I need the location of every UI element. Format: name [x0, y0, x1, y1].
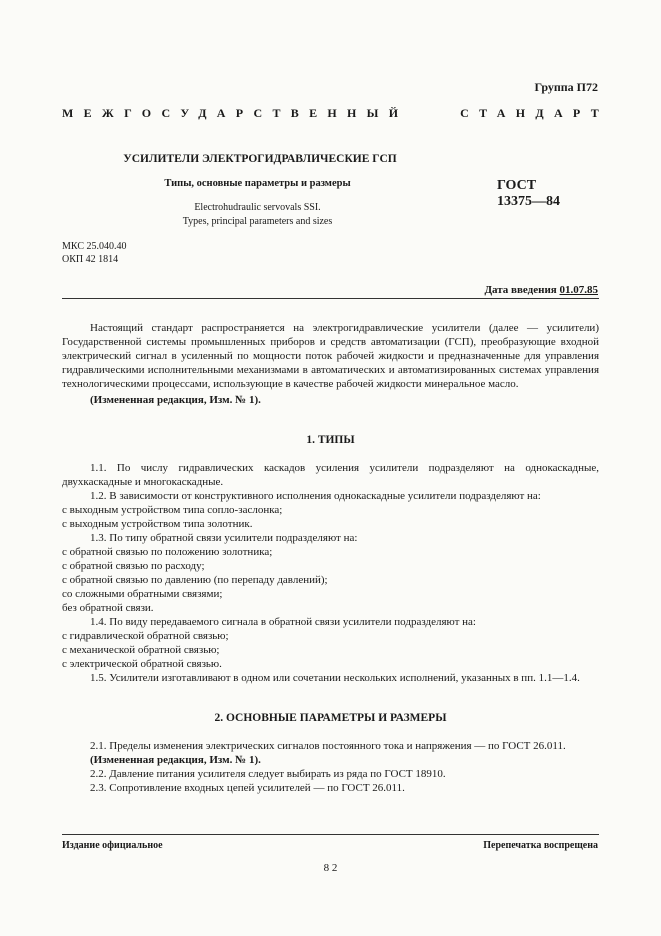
- list-item: с выходным устройством типа золотник.: [62, 518, 253, 530]
- list-item: с обратной связью по давлению (по перепаду давлений);: [62, 574, 328, 586]
- okp-code: ОКП 42 1814: [62, 253, 119, 265]
- clause-2-3: 2.3. Сопротивление входных цепей усилителей — по ГОСТ 26.011.: [90, 782, 405, 794]
- list-item: с механической обратной связью;: [62, 644, 220, 656]
- header-divider: [62, 298, 599, 299]
- standard-type-header: [62, 106, 609, 121]
- document-subtitle: Типы, основные параметры и размеры: [164, 178, 351, 189]
- list-item: со сложными обратными связями;: [62, 588, 223, 600]
- footer-divider: [62, 834, 599, 835]
- intro-change-note: (Измененная редакция, Изм. № 1).: [90, 394, 261, 406]
- english-title-line1: Electrohudraulic servovals SSI.: [194, 202, 321, 213]
- section2-change-note: (Измененная редакция, Изм. № 1).: [90, 754, 261, 766]
- group-code: Группа П72: [534, 80, 598, 94]
- gost-number: 13375—84: [497, 194, 560, 209]
- official-edition-label: Издание официальное: [62, 840, 163, 851]
- section2-heading: 2. ОСНОВНЫЕ ПАРАМЕТРЫ И РАЗМЕРЫ: [214, 712, 447, 724]
- document-title: УСИЛИТЕЛИ ЭЛЕКТРОГИДРАВЛИЧЕСКИЕ ГСП: [123, 153, 397, 165]
- classification-codes: [62, 241, 126, 266]
- list-item: с выходным устройством типа сопло-заслонка;: [62, 504, 283, 516]
- effective-date-label: Дата введения: [484, 284, 557, 296]
- intro-section: [62, 321, 599, 407]
- header-word-interstate: МЕЖГОСУДАРСТВЕННЫЙ: [62, 106, 409, 120]
- list-item: с обратной связью по расходу;: [62, 560, 205, 572]
- clause-2-1: 2.1. Пределы изменения электрических сигналов постоянного тока и напряжения — по ГОСТ 26.011.: [90, 740, 566, 752]
- clause-1-4: 1.4. По виду передаваемого сигнала в обратной связи усилители подразделяют на:: [90, 616, 476, 628]
- clause-2-2: 2.2. Давление питания усилителя следует выбирать из ряда по ГОСТ 18910.: [90, 768, 446, 780]
- list-item: с электрической обратной связью.: [62, 658, 222, 670]
- clause-1-2: 1.2. В зависимости от конструктивного исполнения однокаскадные усилители подразделяют на:: [90, 490, 541, 502]
- gost-label: ГОСТ: [497, 178, 537, 193]
- effective-date-value: 01.07.85: [559, 284, 598, 296]
- section1-body: [62, 461, 599, 685]
- clause-1-1: 1.1. По числу гидравлических каскадов усиления усилители подразделяют на однокаскадные, двухкаскадные и многокаскадные.: [62, 462, 599, 488]
- effective-date: [484, 284, 598, 296]
- header-word-standard: СТАНДАРТ: [460, 106, 609, 120]
- page-number: 8 2: [323, 862, 338, 874]
- intro-paragraph: Настоящий стандарт распространяется на электрогидравлические усилители (далее — усилители) Государственной системы промышленных приборов и средств автоматизации (ГСП), преобразующие входной электрический сигнал в усиленный по мощности поток рабочей жидкости и предназначенные для управления гидравлическими исполнительными механизмами в автоматических и автоматизированных системах управления технологическими процессами, использующие в качестве рабочей жидкости минеральное масло.: [62, 322, 599, 390]
- list-item: с гидравлической обратной связью;: [62, 630, 229, 642]
- list-item: с обратной связью по положению золотника;: [62, 546, 273, 558]
- mks-code: МКС 25.040.40: [62, 241, 127, 252]
- reprint-prohibited-label: Перепечатка воспрещена: [483, 840, 598, 851]
- section2-body: [62, 739, 599, 795]
- clause-1-5: 1.5. Усилители изготавливают в одном или сочетании нескольких исполнений, указанных в пп. 1.1—1.4.: [90, 672, 580, 684]
- clause-1-3: 1.3. По типу обратной связи усилители подразделяют на:: [90, 532, 358, 544]
- list-item: без обратной связи.: [62, 602, 154, 614]
- section1-heading: 1. ТИПЫ: [306, 434, 355, 446]
- english-title-line2: Types, principal parameters and sizes: [182, 216, 333, 227]
